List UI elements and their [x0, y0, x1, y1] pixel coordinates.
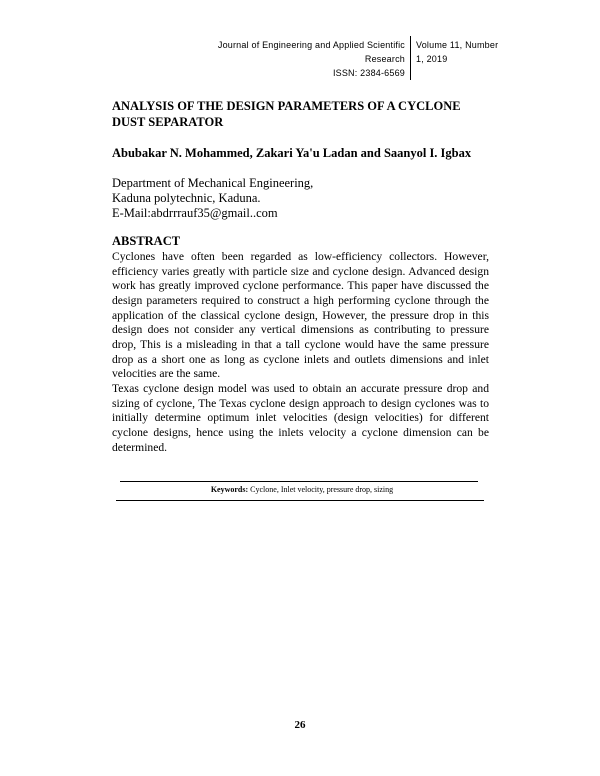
affiliation-institution: Kaduna polytechnic, Kaduna.	[112, 191, 261, 205]
article-title: ANALYSIS OF THE DESIGN PARAMETERS OF A CYCLONE DUST SEPARATOR	[112, 99, 461, 129]
author-affiliation	[112, 176, 492, 221]
journal-name-line2: Research	[364, 54, 405, 64]
journal-issn: ISSN: 2384-6569	[332, 68, 405, 78]
keywords-text: Cyclone, Inlet velocity, pressure drop, sizing	[250, 485, 394, 494]
volume-line1: Volume 11, Number	[416, 40, 499, 50]
keywords-top-rule	[120, 481, 478, 482]
keywords-bottom-rule	[116, 500, 484, 501]
affiliation-email: E-Mail:abdrrrauf35@gmail..com	[112, 206, 278, 220]
journal-name-line1: Journal of Engineering and Applied Scientific	[217, 40, 405, 50]
volume-line2: 1, 2019	[416, 54, 448, 64]
keywords-line	[112, 484, 492, 495]
abstract-heading: ABSTRACT	[112, 234, 181, 248]
abstract-paragraph-2: Texas cyclone design model was used to obtain an accurate pressure drop and sizing of cyclone, The Texas cyclone design approach to design cyclones was to initially determine optimum inlet velocities (design velocities) for different cyclone designs, hence using the inlets velocity a cyclone dimension can be determined.	[112, 381, 489, 454]
abstract-paragraph-1: Cyclones have often been regarded as low-efficiency collectors. However, efficiency varies greatly with particle size and cyclone design. Advanced design work has greatly improved cyclone performance. This paper have discussed the design parameters required to construct a high performing cyclone through the application of the classical cyclone design, However, the pressure drop in this design does not consider any vertical dimensions as contributing to pressure drop, This is a misleading in that a tall cyclone would have the same pressure drop as a short one as long as cyclone inlets and outlets dimensions and inlet velocities are the same.	[112, 250, 489, 381]
journal-header	[145, 38, 405, 80]
page-number: 26	[294, 719, 306, 731]
header-divider	[410, 36, 411, 80]
abstract-body	[112, 250, 489, 455]
affiliation-department: Department of Mechanical Engineering,	[112, 176, 314, 190]
article-authors: Abubakar N. Mohammed, Zakari Ya'u Ladan and Saanyol I. Igbax	[112, 146, 472, 160]
keywords-label: Keywords:	[210, 485, 249, 494]
volume-header	[416, 38, 516, 66]
